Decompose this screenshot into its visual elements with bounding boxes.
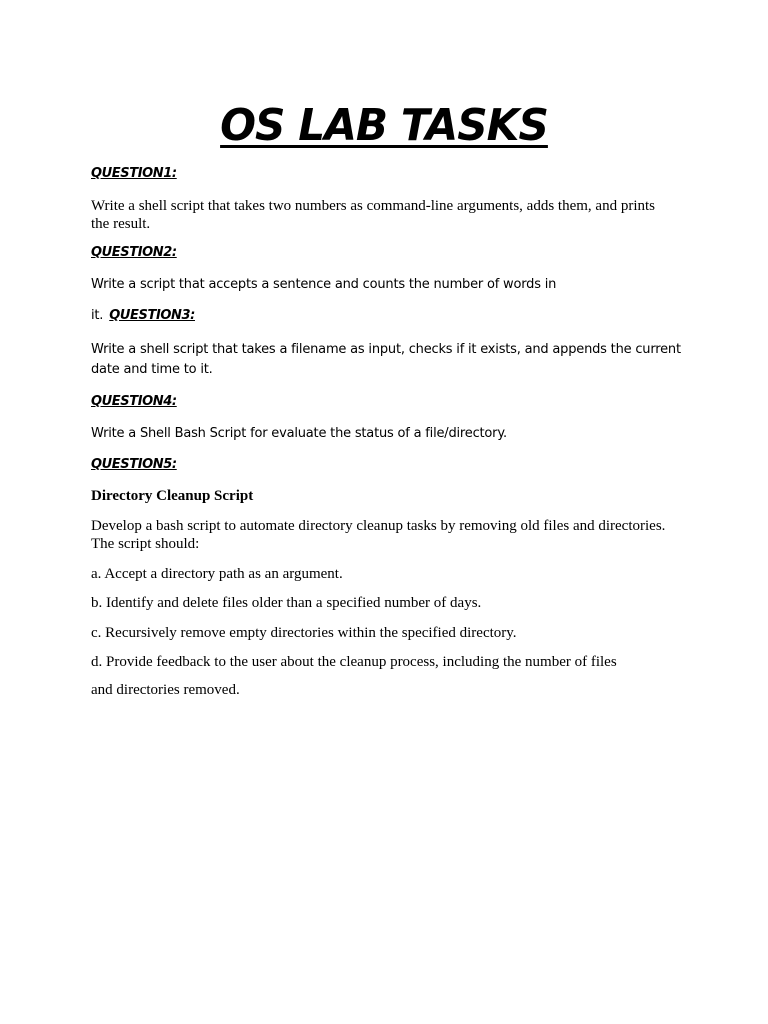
question4-heading: QUESTION4:	[91, 394, 177, 409]
question2-text-line2: it.	[91, 308, 104, 323]
question5-item-d-line2: and directories removed.	[91, 682, 240, 698]
question2-text-line1: Write a script that accepts a sentence and counts the number of words in	[91, 277, 557, 292]
question5-item-c: c. Recursively remove empty directories within the specified directory.	[91, 625, 517, 641]
question5-item-d-line1: d. Provide feedback to the user about the cleanup process, including the number of files	[91, 654, 617, 670]
question3-text-line1: Write a shell script that takes a filename as input, checks if it exists, and appends the current	[91, 342, 681, 357]
question3-heading: QUESTION3:	[109, 308, 195, 323]
question1-text-line2: the result.	[91, 216, 151, 232]
page-title: OS LAB TASKS	[220, 100, 548, 151]
question1-text-line1: Write a shell script that takes two numbers as command-line arguments, adds them, and prints	[91, 198, 655, 214]
question5-item-b: b. Identify and delete files older than a specified number of days.	[91, 595, 482, 611]
question5-heading: QUESTION5:	[91, 457, 177, 472]
question4-text: Write a Shell Bash Script for evaluate the status of a file/directory.	[91, 426, 507, 441]
question1-heading: QUESTION1:	[91, 166, 177, 181]
question2-line2	[91, 306, 195, 326]
question3-text-line2: date and time to it.	[91, 362, 213, 377]
question5-subtitle: Directory Cleanup Script	[91, 488, 254, 504]
question5-item-a: a. Accept a directory path as an argument.	[91, 566, 343, 582]
question2-heading: QUESTION2:	[91, 245, 177, 260]
question5-intro-line2: The script should:	[91, 536, 200, 552]
question5-intro-line1: Develop a bash script to automate directory cleanup tasks by removing old files and directories.	[91, 518, 666, 534]
